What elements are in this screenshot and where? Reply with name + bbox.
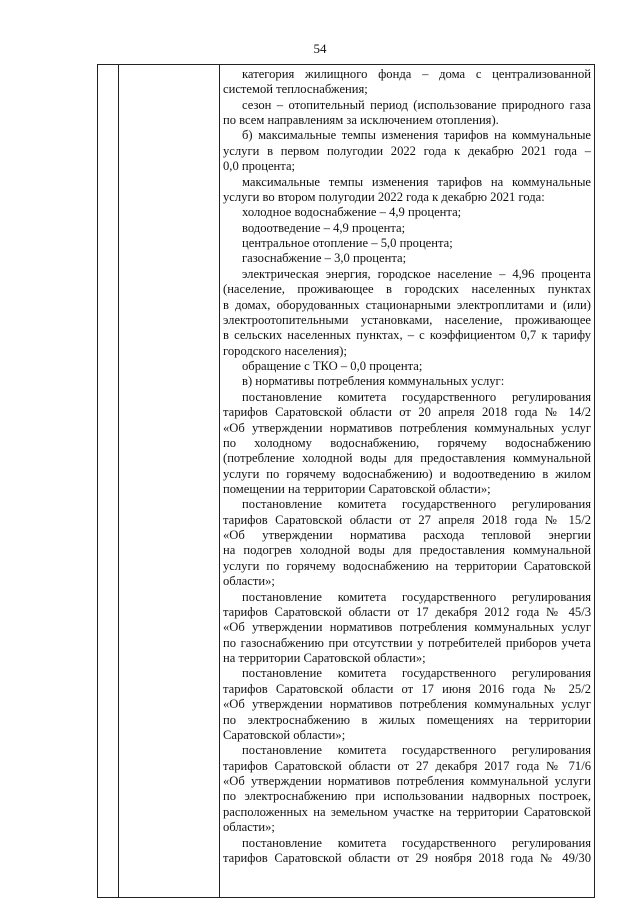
text-line: 0,0 процента; [223, 159, 296, 174]
text-line: постановление комитета государственного регулирования [242, 743, 591, 758]
text-line: на подогрев холодной воды для предоставления коммунальной [223, 543, 591, 558]
text-line: в домах, оборудованных стационарными электроплитами и (или) [223, 297, 591, 312]
text-line: городского населения); [223, 343, 347, 358]
text-line: в сельских населенных пунктах, – с коэффициентом 0,7 к тарифу [223, 328, 591, 343]
text-line: «Об утверждении нормативов потребления коммунальной услуги [223, 774, 591, 789]
text-line: услуги по горячему водоснабжению на территории Саратовской [223, 558, 591, 573]
text-line: услуги по горячему водоснабжению) и водоотведению в жилом [223, 466, 591, 481]
text-line: на территории Саратовской области»; [223, 651, 426, 666]
text-line: по электроснабжению при использовании надворных построек, [223, 789, 591, 804]
text-line: б) максимальные темпы изменения тарифов на коммунальные [242, 128, 591, 143]
text-line: тарифов Саратовской области от 27 апреля 2018 года № 15/2 [223, 512, 591, 527]
text-line: системой теплоснабжения; [223, 82, 368, 97]
text-line: сезон – отопительный период (использование природного газа [242, 97, 591, 112]
text-line: тарифов Саратовской области от 17 июня 2016 года № 25/2 [223, 681, 591, 696]
text-line: холодное водоснабжение – 4,9 процента; [242, 205, 462, 220]
text-line: тарифов Саратовской области от 17 декабря 2012 года № 45/3 [223, 604, 591, 619]
text-line: (население, проживающее в городских населенных пунктах [223, 282, 591, 297]
text-line: обращение с ТКО – 0,0 процента; [242, 359, 423, 374]
text-line: в) нормативы потребления коммунальных услуг: [242, 374, 505, 389]
text-line: постановление комитета государственного регулирования [242, 835, 591, 850]
text-line: тарифов Саратовской области от 29 ноября 2018 года № 49/30 [223, 850, 591, 865]
text-line: (потребление холодной воды для предоставления коммунальной [223, 451, 591, 466]
text-line: постановление комитета государственного регулирования [242, 497, 591, 512]
text-line: по всем направлениям за исключением отопления). [223, 113, 499, 128]
text-line: услуги в первом полугодии 2022 года к декабрю 2021 года – [223, 143, 591, 158]
text-line: области»; [223, 820, 275, 835]
text-line: газоснабжение – 3,0 процента; [242, 251, 407, 266]
column-divider [219, 65, 220, 897]
text-line: расположенных на земельном участке на территории Саратовской [223, 804, 591, 819]
text-line: электроотопительными установками, население, проживающее [223, 312, 591, 327]
text-line: помещении на территории Саратовской области»; [223, 481, 491, 496]
text-line: Саратовской области»; [223, 727, 346, 742]
text-line: «Об утверждении нормативов потребления коммунальных услуг [223, 620, 591, 635]
text-line: постановление комитета государственного регулирования [242, 666, 591, 681]
text-cell [221, 64, 595, 898]
text-line: центральное отопление – 5,0 процента; [242, 236, 453, 251]
page-number: 54 [313, 41, 327, 56]
text-line: постановление комитета государственного регулирования [242, 389, 591, 404]
text-line: «Об утверждении нормативов потребления коммунальных услуг [223, 697, 591, 712]
text-line: услуги во втором полугодии 2022 года к декабрю 2021 года: [223, 189, 545, 204]
text-line: максимальные темпы изменения тарифов на коммунальные [242, 174, 591, 189]
text-line: постановление комитета государственного регулирования [242, 589, 591, 604]
text-line: тарифов Саратовской области от 27 декабря 2017 года № 71/6 [223, 758, 591, 773]
text-line: «Об утверждении норматива расхода тепловой энергии [223, 528, 591, 543]
text-line: водоотведение – 4,9 процента; [242, 220, 406, 235]
text-line: электрическая энергия, городское население – 4,96 процента [242, 266, 591, 281]
text-line: по газоснабжению при отсутствии у потребителей приборов учета [223, 635, 591, 650]
text-line: области»; [223, 574, 275, 589]
column-divider [118, 65, 119, 897]
text-line: тарифов Саратовской области от 20 апреля 2018 года № 14/2 [223, 405, 591, 420]
text-line: по электроснабжению в жилых помещениях на территории [223, 712, 591, 727]
text-line: по холодному водоснабжению, горячему водоснабжению [223, 435, 591, 450]
text-line: категория жилищного фонда – дома с централизованной [242, 67, 591, 81]
text-line: «Об утверждении нормативов потребления коммунальных услуг [223, 420, 591, 435]
